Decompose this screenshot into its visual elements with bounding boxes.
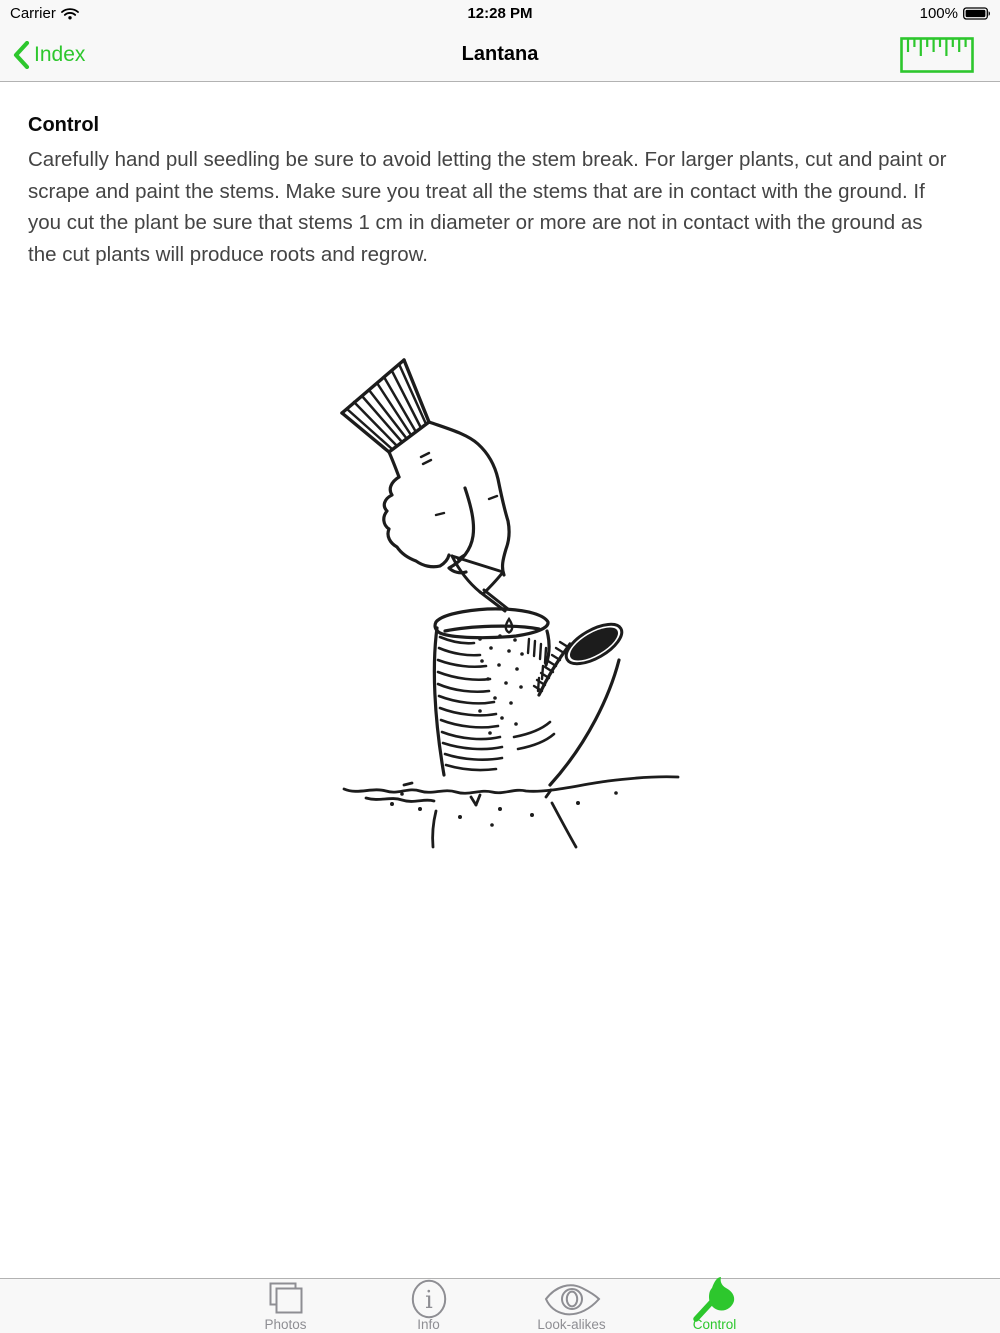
carrier-label: Carrier (10, 5, 56, 22)
ruler-icon (900, 37, 974, 73)
chevron-left-icon (12, 41, 30, 69)
battery-icon (963, 7, 991, 20)
clock: 12:28 PM (467, 5, 533, 22)
tab-control[interactable] (643, 1279, 786, 1333)
info-icon (411, 1279, 447, 1319)
control-instructions: Carefully hand pull seedling be sure to avoid letting the stem break. For larger plants, cut and paint or scrape and paint the stems. Make sure you treat all the stems that are in contact with the ground. If you cut the plant be sure that stems 1 cm in diameter or more are not in contact with the ground as the cut plants will produce roots and regrow. (28, 148, 947, 266)
tab-look-alikes-label: Look-alikes (537, 1317, 606, 1332)
section-heading: Control (28, 114, 100, 136)
tab-photos-label: Photos (264, 1317, 307, 1332)
svg-text:i: i (424, 1286, 433, 1314)
tab-bar (0, 1278, 1000, 1333)
status-bar (0, 0, 1000, 27)
page-title: Lantana (461, 43, 539, 65)
axe-icon (691, 1276, 739, 1322)
tab-control-label: Control (692, 1317, 737, 1332)
control-method-illustration (332, 345, 692, 855)
nav-bar (0, 27, 1000, 82)
content-area (0, 83, 1000, 855)
eye-icon (543, 1281, 601, 1317)
herbicide-application-sketch (332, 345, 692, 855)
back-button[interactable] (12, 27, 85, 82)
tab-info-label: Info (417, 1317, 440, 1332)
tab-info[interactable] (357, 1279, 500, 1333)
back-button-label: Index (34, 42, 86, 66)
top-bars (0, 0, 1000, 82)
tab-look-alikes[interactable] (500, 1279, 643, 1333)
battery-percent: 100% (919, 5, 958, 22)
photos-icon (266, 1282, 306, 1316)
tab-photos[interactable] (214, 1279, 357, 1333)
ruler-button[interactable] (900, 37, 974, 73)
